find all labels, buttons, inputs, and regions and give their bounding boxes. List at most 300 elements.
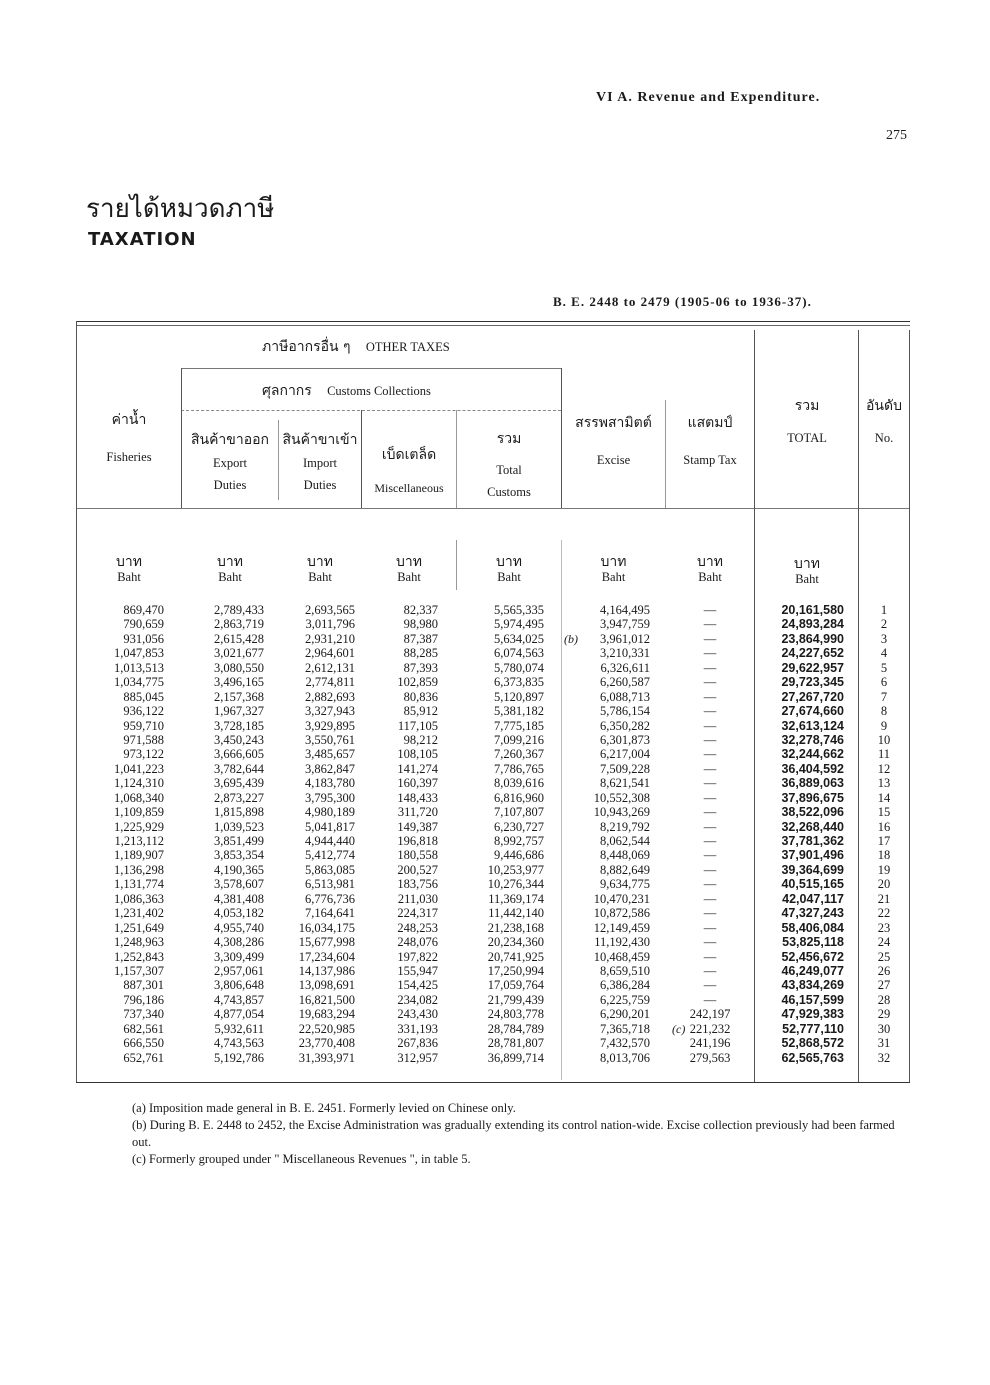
table-cell: 7,786,765	[494, 761, 544, 776]
table-cell: 6,350,282	[600, 718, 650, 733]
table-cell: 5,780,074	[494, 660, 544, 675]
table-cell: 4,308,286	[214, 935, 264, 950]
unit-en: Baht	[497, 570, 521, 584]
col-divider-misc	[456, 410, 457, 508]
table-cell: 1	[880, 603, 888, 617]
running-head: VI A. Revenue and Expenditure.	[596, 90, 821, 105]
table-cell: 8,448,069	[600, 848, 650, 863]
table-cell: 36,404,592	[781, 761, 844, 776]
table-cell: 737,340	[123, 1007, 164, 1022]
table-cell: 1,131,774	[114, 877, 164, 892]
table-cell: 12	[877, 761, 891, 776]
table-cell: 17,250,994	[487, 963, 544, 978]
table-cell: 279,563	[689, 1050, 731, 1065]
footnote-a: (a) Imposition made general in B. E. 2451. Formerly levied on Chinese only.	[132, 1101, 516, 1115]
table-cell: 8,659,510	[600, 963, 650, 978]
table-cell: 3,496,165	[214, 675, 264, 690]
table-cell: 183,756	[397, 877, 438, 892]
export-header	[183, 433, 277, 493]
unit-excise	[562, 555, 665, 585]
unit-misc	[362, 555, 456, 585]
table-cell: 2,863,719	[214, 617, 264, 632]
table-cell: 37,896,675	[781, 790, 844, 805]
table-cell: —	[703, 631, 717, 646]
total-customs-en-1: Total	[496, 463, 522, 477]
period-caption: B. E. 2448 to 2479 (1905-06 to 1936-37).	[553, 294, 812, 309]
table-cell: 1,248,963	[114, 935, 164, 950]
table-cell: 11,192,430	[594, 935, 650, 950]
table-cell: 13	[877, 776, 891, 791]
table-cell: 1,967,327	[214, 704, 264, 719]
table-cell: 4,381,408	[214, 891, 264, 906]
table-cell: —	[703, 862, 717, 877]
table-cell: 154,425	[397, 978, 438, 993]
table-cell: 5,412,774	[305, 848, 355, 863]
table-cell: 40,515,165	[781, 877, 844, 892]
table-cell: 7,260,367	[494, 747, 544, 762]
table-cell: 3,947,759	[600, 617, 650, 632]
table-cell: 5,932,611	[214, 1021, 264, 1036]
table-cell: 4,183,780	[305, 776, 355, 791]
unit-thai: บาท	[307, 554, 333, 570]
customs-header	[262, 384, 492, 399]
table-cell: 1,157,307	[114, 963, 164, 978]
table-cell: 10,276,344	[487, 877, 544, 892]
table-cell: 17,059,764	[487, 978, 544, 993]
table-cell: 9,446,686	[494, 848, 544, 863]
table-cell: 3,728,185	[214, 718, 264, 733]
table-cell: 7,099,216	[494, 732, 544, 747]
table-cell: —	[703, 747, 717, 762]
table-cell: 8,992,757	[494, 834, 544, 848]
table-cell: 10,253,977	[487, 862, 544, 877]
table-cell: 790,659	[123, 617, 164, 632]
no-header	[859, 399, 909, 446]
fisheries-column	[84, 603, 164, 1065]
table-cell: 1,225,929	[114, 819, 164, 834]
table-cell: 20,741,925	[487, 949, 544, 964]
table-cell: 7,365,718	[600, 1021, 650, 1036]
table-cell: 10	[877, 732, 891, 747]
table-cell: 3,961,012	[600, 631, 650, 646]
table-cell: 3,450,243	[214, 732, 264, 747]
import-en-1: Import	[302, 456, 338, 470]
table-cell: 196,818	[397, 834, 438, 848]
table-cell: 14	[877, 790, 891, 805]
table-cell: 1,013,513	[114, 660, 164, 675]
table-cell: 221,232	[689, 1021, 731, 1036]
table-cell: 2,873,227	[214, 790, 264, 805]
col-divider-stamp	[754, 330, 755, 1082]
table-cell: 4,877,054	[214, 1007, 264, 1022]
unit-en: Baht	[601, 570, 626, 584]
import-thai: สินค้าขาเข้า	[282, 432, 358, 448]
table-cell: 24,803,778	[487, 1007, 544, 1022]
table-cell: 7	[880, 689, 888, 704]
table-cell: 8,882,649	[600, 862, 650, 877]
customs-en: Customs Collections	[327, 384, 431, 398]
unit-thai: บาท	[217, 554, 243, 570]
table-cell: 248,253	[397, 920, 438, 935]
table-cell: 6,301,873	[600, 732, 650, 747]
total-en: TOTAL	[787, 431, 827, 445]
table-cell: 32,268,440	[781, 819, 844, 834]
table-cell: 8,039,616	[494, 776, 544, 791]
table-cell: —	[703, 603, 717, 617]
table-cell: 28,784,789	[487, 1021, 544, 1036]
table-cell: 37,901,496	[781, 848, 844, 863]
table-cell: 149,387	[397, 819, 438, 834]
footnotes	[76, 1100, 916, 1168]
table-cell: —	[703, 877, 717, 892]
table-cell: 6,074,563	[494, 646, 544, 661]
table-cell: —	[703, 660, 717, 675]
total-customs-column	[458, 603, 544, 1065]
table-top-rule	[76, 321, 910, 322]
table-cell: 16,034,175	[298, 920, 355, 935]
table-cell: 37,781,362	[781, 834, 844, 848]
table-cell: 27,267,720	[781, 689, 844, 704]
table-cell: 241,196	[689, 1036, 731, 1051]
table-cell: 102,859	[397, 675, 438, 690]
table-cell: 11,442,140	[488, 906, 544, 921]
unit-stamp	[666, 555, 754, 585]
table-cell: 2,615,428	[214, 631, 264, 646]
table-cell: 32,613,124	[781, 718, 844, 733]
table-cell: 42,047,117	[782, 891, 844, 906]
note-b-marker: (b)	[564, 632, 578, 646]
page-title: TAXATION	[88, 229, 197, 250]
other-taxes-en: OTHER TAXES	[365, 340, 450, 354]
table-cell: 3,666,605	[214, 747, 264, 762]
table-cell: 6	[880, 675, 888, 690]
table-cell: 3,806,648	[214, 978, 264, 993]
total-customs-header	[458, 432, 560, 500]
col-divider-misc-lower	[456, 540, 457, 590]
table-cell: 16	[877, 819, 891, 834]
table-cell: 6,513,981	[305, 877, 355, 892]
table-cell: 1,815,898	[214, 805, 264, 820]
export-en-2: Duties	[213, 478, 247, 492]
col-divider-customs-lower	[561, 540, 562, 1080]
table-cell: 52,456,672	[781, 949, 844, 964]
table-cell: 19,683,294	[298, 1007, 355, 1022]
table-cell: —	[703, 805, 717, 820]
table-cell: 931,056	[123, 631, 164, 646]
table-cell: 4,190,365	[214, 862, 264, 877]
table-cell: 5,192,786	[214, 1050, 264, 1065]
excise-thai: สรรพสามิตต์	[575, 415, 652, 431]
unit-thai: บาท	[116, 554, 142, 570]
table-cell: —	[703, 732, 717, 747]
table-cell: —	[703, 949, 717, 964]
table-cell: 148,433	[397, 790, 438, 805]
table-cell: 5,786,154	[600, 704, 650, 719]
table-cell: 3	[880, 631, 888, 646]
unit-en: Baht	[397, 570, 421, 584]
table-cell: 23,864,990	[781, 631, 844, 646]
footnote-c: (c) Formerly grouped under " Miscellaneous Revenues ", in table 5.	[132, 1152, 471, 1166]
table-cell: 22	[877, 906, 891, 921]
unit-en: Baht	[698, 570, 722, 584]
table-cell: 869,470	[123, 603, 164, 617]
table-cell: 3,080,550	[214, 660, 264, 675]
fisheries-header	[84, 413, 174, 465]
table-cell: 180,558	[397, 848, 438, 863]
table-cell: 4,743,857	[214, 992, 264, 1007]
table-cell: 7,107,807	[494, 805, 544, 820]
export-en-1: Export	[212, 456, 248, 470]
table-cell: 20	[877, 877, 891, 892]
table-cell: 20,234,360	[487, 935, 544, 950]
table-cell: 23	[877, 920, 891, 935]
table-cell: 5,974,495	[494, 617, 544, 632]
table-cell: 58,406,084	[781, 920, 844, 935]
table-cell: 21,238,168	[487, 920, 544, 935]
excise-en: Excise	[596, 453, 631, 467]
table-cell: 4	[880, 646, 888, 661]
table-cell: 7,432,570	[600, 1036, 650, 1051]
fisheries-en: Fisheries	[106, 450, 152, 464]
table-cell: 7,775,185	[494, 718, 544, 733]
table-cell: 87,393	[403, 660, 438, 675]
table-cell: 2,882,693	[305, 689, 355, 704]
table-cell: —	[703, 646, 717, 661]
page-title-thai: รายได้หมวดภาษี	[86, 194, 275, 224]
table-cell: 3,327,943	[305, 704, 355, 719]
export-thai: สินค้าขาออก	[190, 432, 270, 448]
table-cell: 53,825,118	[782, 935, 844, 950]
table-cell: 1,231,402	[114, 906, 164, 921]
unit-import	[279, 555, 361, 585]
table-cell: 160,397	[397, 776, 438, 791]
table-cell: —	[703, 675, 717, 690]
footnote-b: (b) During B. E. 2448 to 2452, the Excise Administration was gradually extending its control nation-wide. Excise collection previously had been farmed out.	[132, 1118, 895, 1149]
table-cell: 2,693,565	[305, 603, 355, 617]
table-cell: 22,520,985	[298, 1021, 355, 1036]
table-cell: 52,777,110	[782, 1021, 844, 1036]
table-cell: 211,030	[397, 891, 438, 906]
table-cell: 267,836	[397, 1036, 438, 1051]
stamp-en: Stamp Tax	[683, 453, 737, 467]
table-cell: 1,251,649	[114, 920, 164, 935]
table-cell: 8,621,541	[600, 776, 650, 791]
table-cell: 26	[877, 963, 891, 978]
table-cell: 2,964,601	[305, 646, 355, 661]
table-cell: —	[703, 963, 717, 978]
table-cell: 11,369,174	[488, 891, 544, 906]
stamp-header	[666, 416, 754, 468]
table-cell: 5,634,025	[494, 631, 544, 646]
total-header	[756, 399, 858, 446]
note-c-marker: (c)	[672, 1022, 686, 1036]
table-cell: 25	[877, 949, 891, 964]
table-cell: 6,088,713	[600, 689, 650, 704]
table-cell: 43,834,269	[781, 978, 844, 993]
unit-thai: บาท	[496, 554, 522, 570]
table-cell: 27	[877, 978, 891, 993]
unit-export	[183, 555, 277, 585]
import-column	[279, 603, 355, 1065]
table-cell: 1,086,363	[114, 891, 164, 906]
table-cell: 19	[877, 862, 891, 877]
table-cell: 21,799,439	[487, 992, 544, 1007]
misc-header	[362, 448, 456, 496]
table-cell: 3,862,847	[305, 761, 355, 776]
table-cell: 936,122	[123, 704, 164, 719]
unit-en: Baht	[218, 570, 242, 584]
table-cell: —	[703, 790, 717, 805]
misc-en: Miscellaneous	[374, 481, 444, 495]
table-cell: 16,821,500	[298, 992, 355, 1007]
table-cell: 3,011,796	[305, 617, 355, 632]
table-cell: 17,234,604	[298, 949, 355, 964]
table-cell: 3,309,499	[214, 949, 264, 964]
no-thai: อันดับ	[866, 398, 902, 414]
table-cell: 312,957	[397, 1050, 438, 1065]
unit-thai: บาท	[697, 554, 723, 570]
stamp-column	[674, 603, 746, 1065]
table-cell: 28	[877, 992, 891, 1007]
misc-thai: เบ็ดเตล็ด	[381, 447, 437, 463]
total-column	[756, 603, 844, 1065]
import-en-2: Duties	[303, 478, 337, 492]
table-cell: 7,509,228	[600, 761, 650, 776]
table-cell: 6,373,835	[494, 675, 544, 690]
table-cell: 2,789,433	[214, 603, 264, 617]
table-cell: 141,274	[397, 761, 438, 776]
table-cell: 29,622,957	[781, 660, 844, 675]
table-cell: 13,098,691	[298, 978, 355, 993]
table-cell: 88,285	[403, 646, 438, 661]
table-cell: 2	[880, 617, 888, 632]
table-cell: 10,943,269	[593, 805, 650, 820]
no-column	[866, 603, 902, 1065]
table-cell: —	[703, 920, 717, 935]
table-cell: 3,929,895	[305, 718, 355, 733]
table-cell: 2,157,368	[214, 689, 264, 704]
table-cell: 248,076	[397, 935, 438, 950]
table-cell: 11	[877, 747, 891, 762]
unit-en: Baht	[117, 570, 141, 584]
table-cell: 3,021,677	[214, 646, 264, 661]
customs-rule	[181, 410, 561, 411]
table-right-border	[909, 330, 910, 1082]
table-cell: 10,468,459	[593, 949, 650, 964]
total-customs-en-2: Customs	[487, 485, 531, 499]
table-cell: 36,889,063	[781, 776, 844, 791]
table-cell: 39,364,699	[781, 862, 844, 877]
table-cell: 21	[877, 891, 891, 906]
unit-fisheries	[84, 555, 174, 585]
table-cell: 3,782,644	[214, 761, 264, 776]
customs-thai: ศุลกากร	[262, 383, 312, 399]
table-cell: 4,955,740	[214, 920, 264, 935]
table-cell: 12,149,459	[593, 920, 650, 935]
fisheries-thai: ค่าน้ำ	[111, 412, 147, 428]
table-cell: —	[703, 978, 717, 993]
table-cell: 85,912	[403, 704, 438, 719]
table-cell: —	[703, 689, 717, 704]
table-cell: 5,120,897	[494, 689, 544, 704]
other-taxes-header	[262, 340, 502, 355]
table-cell: 10,470,231	[593, 891, 650, 906]
unit-total	[756, 557, 858, 587]
table-cell: 2,612,131	[305, 660, 355, 675]
table-cell: 6,260,587	[600, 675, 650, 690]
excise-header	[562, 416, 665, 468]
table-cell: 242,197	[689, 1007, 731, 1022]
total-customs-thai: รวม	[496, 431, 522, 447]
table-cell: 82,337	[403, 603, 438, 617]
table-cell: 30	[877, 1021, 891, 1036]
table-cell: 1,252,843	[114, 949, 164, 964]
table-cell: 4,944,440	[305, 834, 355, 848]
table-cell: 46,249,077	[781, 963, 844, 978]
table-cell: 6,230,727	[494, 819, 544, 834]
table-cell: 3,795,300	[305, 790, 355, 805]
table-cell: 32,244,662	[781, 747, 844, 762]
other-taxes-thai: ภาษีอากรอื่น ๆ	[262, 339, 351, 355]
unit-en: Baht	[795, 572, 819, 586]
table-cell: 1,068,340	[114, 790, 164, 805]
table-cell: 29,723,345	[781, 675, 844, 690]
table-cell: 200,527	[397, 862, 438, 877]
unit-thai: บาท	[396, 554, 422, 570]
table-cell: 6,816,960	[494, 790, 544, 805]
table-cell: 24	[877, 935, 891, 950]
no-en: No.	[874, 431, 894, 445]
table-cell: 24,227,652	[781, 646, 844, 661]
table-cell: 14,137,986	[298, 963, 355, 978]
table-cell: 1,136,298	[114, 862, 164, 877]
other-taxes-rule	[181, 368, 561, 369]
table-cell: 4,980,189	[305, 805, 355, 820]
table-cell: 38,522,096	[781, 805, 844, 820]
table-cell: 652,761	[123, 1050, 164, 1065]
unit-total-customs	[458, 555, 560, 585]
excise-column	[572, 603, 650, 1065]
table-cell: 52,868,572	[781, 1036, 844, 1051]
table-cell: —	[703, 935, 717, 950]
table-cell: 6,225,759	[600, 992, 650, 1007]
total-thai: รวม	[794, 398, 820, 414]
table-cell: 98,212	[403, 732, 438, 747]
table-cell: 2,931,210	[305, 631, 355, 646]
header-bottom-rule	[76, 508, 910, 509]
table-cell: 9,634,775	[600, 877, 650, 892]
unit-thai: บาท	[794, 556, 820, 572]
table-cell: 5,565,335	[494, 603, 544, 617]
table-cell: 32	[877, 1050, 891, 1065]
table-cell: 155,947	[397, 963, 438, 978]
table-cell: 23,770,408	[298, 1036, 355, 1051]
table-cell: 6,386,284	[600, 978, 650, 993]
table-cell: —	[703, 834, 717, 848]
table-cell: 8	[880, 704, 888, 719]
table-cell: 10,872,586	[593, 906, 650, 921]
table-cell: 197,822	[397, 949, 438, 964]
table-cell: —	[703, 704, 717, 719]
table-cell: 1,189,907	[114, 848, 164, 863]
table-cell: 971,588	[123, 732, 164, 747]
misc-column	[362, 603, 438, 1065]
table-cell: 28,781,807	[487, 1036, 544, 1051]
table-cell: 9	[880, 718, 888, 733]
export-column	[183, 603, 264, 1065]
table-cell: 36,899,714	[487, 1050, 544, 1065]
table-cell: 29	[877, 1007, 891, 1022]
